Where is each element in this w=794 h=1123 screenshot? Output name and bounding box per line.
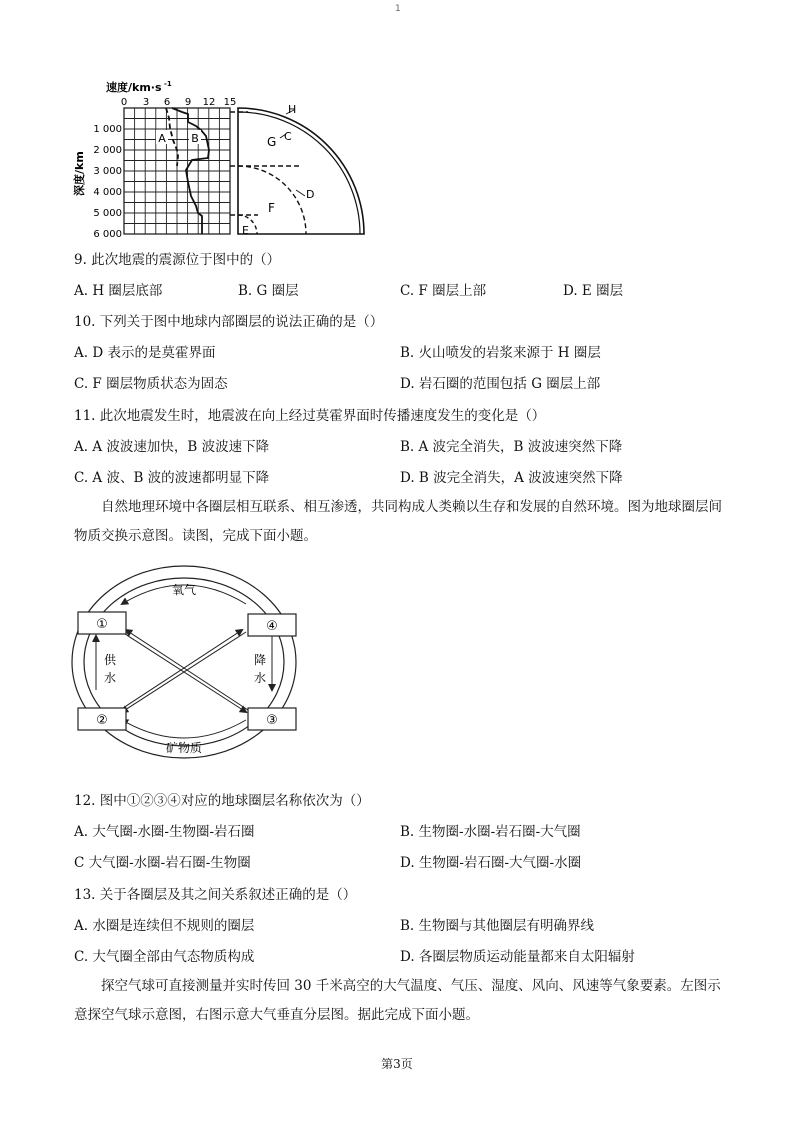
depth-axis-label: 深度/km	[73, 151, 86, 196]
question-9-option-a[interactable]: A. H 圈层底部	[74, 283, 163, 299]
y-tick: 4 000	[93, 187, 122, 198]
question-10-stem: 10. 下列关于图中地球内部圈层的说法正确的是（）	[74, 314, 384, 330]
wave-a-label: A	[158, 132, 166, 145]
water-supply-label-2: 水	[103, 671, 117, 685]
layer-h-label: H	[288, 103, 297, 116]
speed-axis-exponent: -1	[164, 80, 172, 88]
question-11-stem: 11. 此次地震发生时，地震波在向上经过莫霍界面时传播速度发生的变化是（）	[74, 408, 546, 424]
oxygen-label: 氧气	[171, 583, 197, 597]
precipitation-label-2: 水	[253, 671, 267, 685]
question-10-option-a[interactable]: A. D 表示的是莫霍界面	[74, 345, 216, 361]
page-number: 第3页	[381, 1057, 413, 1071]
layer-f-label: F	[268, 201, 275, 215]
x-tick: 0	[120, 97, 128, 108]
y-tick: 2 000	[93, 145, 122, 156]
y-tick: 5 000	[93, 208, 122, 219]
question-11-option-c[interactable]: C. A 波、B 波的波速都明显下降	[74, 470, 270, 486]
question-10-option-b[interactable]: B. 火山喷发的岩浆来源于 H 圈层	[400, 345, 601, 361]
question-13-option-d[interactable]: D. 各圈层物质运动能量都来自太阳辐射	[400, 949, 635, 965]
x-tick: 15	[223, 97, 237, 108]
grid	[124, 108, 230, 234]
question-10-option-c[interactable]: C. F 圈层物质状态为固态	[74, 376, 228, 392]
mineral-label: 矿物质	[165, 741, 203, 755]
x-tick: 6	[163, 97, 171, 108]
intro-paragraph-spheres: 自然地理环境中各圈层相互联系、相互渗透，共同构成人类赖以生存和发展的自然环境。图为地球圈层间物质交换示意图。读图，完成下面小题。	[74, 499, 722, 544]
sphere-exchange-figure	[70, 560, 310, 760]
question-12-option-b[interactable]: B. 生物圈-水圈-岩石圈-大气圈	[400, 824, 581, 840]
question-13-stem: 13. 关于各圈层及其之间关系叙述正确的是（）	[74, 887, 357, 903]
question-13-option-b[interactable]: B. 生物圈与其他圈层有明确界线	[400, 918, 595, 934]
question-11-option-b[interactable]: B. A 波完全消失，B 波波速突然下降	[400, 439, 623, 455]
wave-b-label: B	[191, 132, 199, 145]
question-9-option-c[interactable]: C. F 圈层上部	[400, 283, 487, 299]
question-11-option-d[interactable]: D. B 波完全消失，A 波波速突然下降	[400, 470, 623, 486]
x-tick: 3	[142, 97, 150, 108]
question-9-option-b[interactable]: B. G 圈层	[238, 283, 299, 299]
question-12-stem: 12. 图中①②③④对应的地球圈层名称依次为（）	[74, 793, 370, 809]
y-tick: 1 000	[93, 124, 122, 135]
question-12-option-d[interactable]: D. 生物圈-岩石圈-大气圈-水圈	[400, 855, 582, 871]
layer-e-label: E	[242, 224, 249, 237]
speed-axis-label: 速度/km·s	[106, 81, 162, 94]
x-tick: 9	[184, 97, 192, 108]
y-tick: 6 000	[93, 229, 122, 240]
question-9-stem: 9. 此次地震的震源位于图中的（）	[74, 252, 281, 268]
layer-d-label: D	[306, 188, 315, 201]
precipitation-label-1: 降	[253, 653, 267, 667]
box-1-label: ①	[96, 617, 108, 632]
question-12-option-c[interactable]: C 大气圈-水圈-岩石圈-生物圈	[74, 855, 251, 871]
question-11-option-a[interactable]: A. A 波波速加快，B 波波速下降	[74, 439, 270, 455]
box-3-label: ③	[266, 713, 278, 728]
header-mark: 1	[395, 4, 401, 14]
question-12-option-a[interactable]: A. 大气圈-水圈-生物圈-岩石圈	[74, 824, 255, 840]
layer-g-label: G	[267, 135, 277, 149]
question-9-option-d[interactable]: D. E 圈层	[563, 283, 624, 299]
question-13-option-c[interactable]: C. 大气圈全部由气态物质构成	[74, 949, 255, 965]
y-tick: 3 000	[93, 166, 122, 177]
layer-c-label: C	[284, 130, 292, 143]
box-2-label: ②	[96, 713, 108, 728]
intro-paragraph-balloon: 探空气球可直接测量并实时传回 30 千米高空的大气温度、气压、湿度、风向、风速等气象要素。左图示意探空气球示意图，右图示意大气垂直分层图。据此完成下面小题。	[74, 978, 721, 1023]
question-13-option-a[interactable]: A. 水圈是连续但不规则的圈层	[74, 918, 255, 934]
water-supply-label-1: 供	[103, 653, 117, 667]
seismic-figure	[70, 78, 370, 243]
box-4-label: ④	[266, 619, 278, 634]
x-tick: 12	[202, 97, 216, 108]
question-10-option-d[interactable]: D. 岩石圈的范围包括 G 圈层上部	[400, 376, 601, 392]
